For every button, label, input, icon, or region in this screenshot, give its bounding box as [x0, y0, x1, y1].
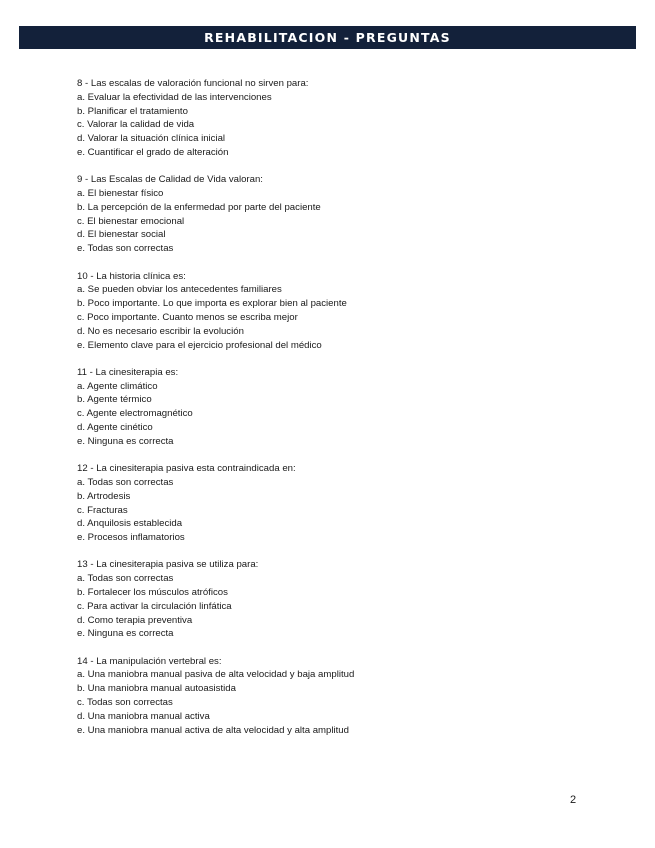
question-block	[77, 270, 597, 353]
answer-option: c. Para activar la circulación linfática	[77, 600, 232, 612]
answer-option: a. Se pueden obviar los antecedentes familiares	[77, 284, 282, 296]
answer-option: d. Valorar la situación clínica inicial	[77, 133, 226, 145]
answer-option: a. Una maniobra manual pasiva de alta velocidad y baja amplitud	[77, 669, 355, 681]
answer-option: d. Una maniobra manual activa	[77, 710, 210, 722]
answer-option: b. Una maniobra manual autoasistida	[77, 683, 236, 695]
answer-option: d. Anquilosis establecida	[77, 518, 183, 530]
answer-option: e. Ninguna es correcta	[77, 628, 174, 640]
answer-option: e. Procesos inflamatorios	[77, 532, 185, 544]
question-stem: 9 - Las Escalas de Calidad de Vida valoran:	[77, 174, 263, 186]
answer-option: b. La percepción de la enfermedad por parte del paciente	[77, 201, 321, 213]
question-block	[77, 655, 597, 738]
answer-option: c. Agente electromagnético	[77, 408, 193, 420]
answer-option: b. Planificar el tratamiento	[77, 105, 188, 117]
question-stem: 10 - La historia clínica es:	[77, 270, 186, 282]
answer-option: c. Valorar la calidad de vida	[77, 119, 195, 131]
question-stem: 14 - La manipulación vertebral es:	[77, 655, 222, 667]
answer-option: a. Todas son correctas	[77, 476, 174, 488]
header-band	[19, 26, 636, 49]
answer-option: e. Cuantificar el grado de alteración	[77, 146, 229, 158]
answer-option: b. Agente térmico	[77, 394, 152, 406]
answer-option: c. El bienestar emocional	[77, 215, 185, 227]
answer-option: d. Agente cinético	[77, 422, 153, 434]
question-block	[77, 558, 597, 641]
answer-option: a. Agente climático	[77, 380, 158, 392]
question-block	[77, 366, 597, 449]
page-title: REHABILITACION - PREGUNTAS	[204, 30, 451, 45]
question-block	[77, 173, 597, 256]
answer-option: b. Artrodesis	[77, 490, 131, 502]
question-stem: 8 - Las escalas de valoración funcional no sirven para:	[77, 78, 309, 89]
question-block	[77, 77, 597, 160]
answer-option: a. El bienestar físico	[77, 188, 164, 200]
answer-option: c. Todas son correctas	[77, 697, 173, 709]
answer-option: e. Elemento clave para el ejercicio profesional del médico	[77, 339, 322, 351]
answer-option: e. Ninguna es correcta	[77, 435, 174, 447]
question-list	[77, 77, 597, 751]
question-block	[77, 462, 597, 545]
answer-option: d. No es necesario escribir la evolución	[77, 325, 244, 337]
answer-option: e. Una maniobra manual activa de alta velocidad y alta amplitud	[77, 724, 349, 736]
answer-option: a. Todas son correctas	[77, 573, 174, 585]
answer-option: e. Todas son correctas	[77, 243, 174, 255]
page-number: 2	[570, 794, 577, 806]
question-stem: 13 - La cinesiterapia pasiva se utiliza para:	[77, 559, 259, 571]
answer-option: b. Poco importante. Lo que importa es explorar bien al paciente	[77, 298, 347, 310]
question-stem: 11 - La cinesiterapia es:	[77, 366, 179, 378]
answer-option: c. Fracturas	[77, 504, 128, 516]
answer-option: c. Poco importante. Cuanto menos se escriba mejor	[77, 311, 298, 323]
answer-option: d. El bienestar social	[77, 229, 166, 241]
answer-option: a. Evaluar la efectividad de las intervenciones	[77, 91, 272, 103]
answer-option: d. Como terapia preventiva	[77, 614, 193, 626]
question-stem: 12 - La cinesiterapia pasiva esta contraindicada en:	[77, 463, 296, 475]
answer-option: b. Fortalecer los músculos atróficos	[77, 587, 228, 598]
